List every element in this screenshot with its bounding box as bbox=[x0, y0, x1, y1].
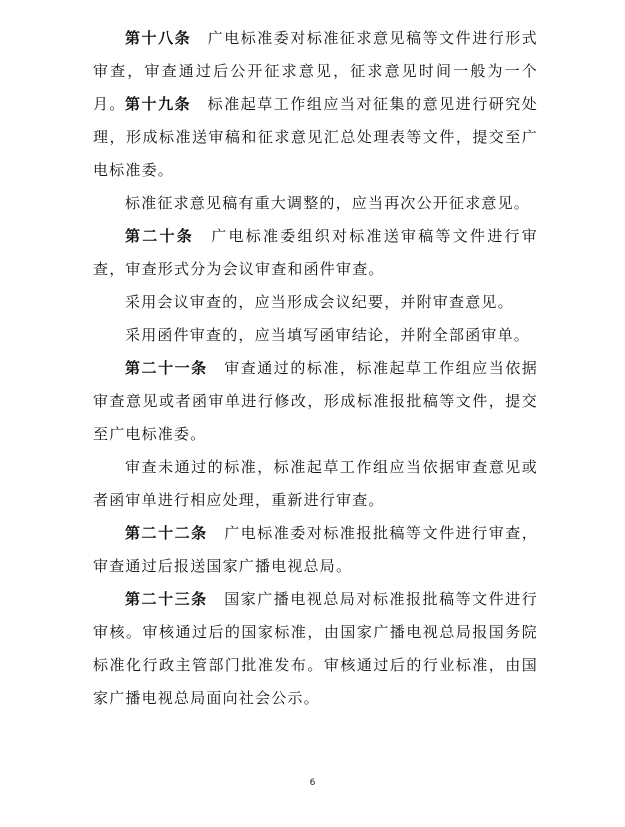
paragraph-article-19 bbox=[93, 88, 538, 187]
paragraph-text: 标准起草工作组应当对征集的意见进行研究处理，形成标准送审稿和征求意见汇总处理表等文件，提交至广电标准委。 bbox=[93, 95, 538, 179]
article-number: 第二十条 bbox=[125, 227, 195, 245]
article-number: 第二十一条 bbox=[125, 359, 208, 377]
paragraph-letter-review bbox=[93, 319, 538, 352]
paragraph-text: 标准征求意见稿有重大调整的，应当再次公开征求意见。 bbox=[125, 194, 531, 212]
paragraph-text: 广电标准委对标准征求意见稿等文件进行形式审查，审查通过后公开征求意见，征求意见时间一般为一个月。 bbox=[93, 29, 538, 113]
page-number: 6 bbox=[309, 778, 316, 788]
paragraph-text: 广电标准委对标准报批稿等文件进行审查，审查通过后报送国家广播电视总局。 bbox=[93, 524, 538, 575]
paragraph-review-failed bbox=[93, 451, 538, 517]
paragraph-text: 广电标准委组织对标准送审稿等文件进行审查，审查形式分为会议审查和函件审查。 bbox=[93, 227, 538, 278]
paragraph-article-21 bbox=[93, 352, 538, 451]
paragraph-article-20 bbox=[93, 220, 538, 286]
paragraph-meeting-review bbox=[93, 286, 538, 319]
article-number: 第十九条 bbox=[125, 95, 192, 113]
article-number: 第二十三条 bbox=[125, 590, 208, 608]
article-number: 第十八条 bbox=[125, 29, 192, 47]
paragraph-text: 审查未通过的标准，标准起草工作组应当依据审查意见或者函审单进行相应处理，重新进行审查。 bbox=[93, 458, 538, 509]
paragraph-text: 采用会议审查的，应当形成会议纪要，并附审查意见。 bbox=[125, 293, 514, 311]
paragraph-text: 采用函件审查的，应当填写函审结论，并附全部函审单。 bbox=[125, 326, 531, 344]
paragraph-text: 审查通过的标准，标准起草工作组应当依据审查意见或者函审单进行修改，形成标准报批稿等文件，提交至广电标准委。 bbox=[93, 359, 538, 443]
paragraph-article-22 bbox=[93, 517, 538, 583]
article-number: 第二十二条 bbox=[125, 524, 208, 542]
paragraph-text: 国家广播电视总局对标准报批稿等文件进行审核。审核通过后的国家标准，由国家广播电视总局报国务院标准化行政主管部门批准发布。审核通过后的行业标准，由国家广播电视总局面向社会公示。 bbox=[93, 590, 538, 707]
paragraph-revision-note bbox=[93, 187, 538, 220]
paragraph-article-23 bbox=[93, 583, 538, 715]
